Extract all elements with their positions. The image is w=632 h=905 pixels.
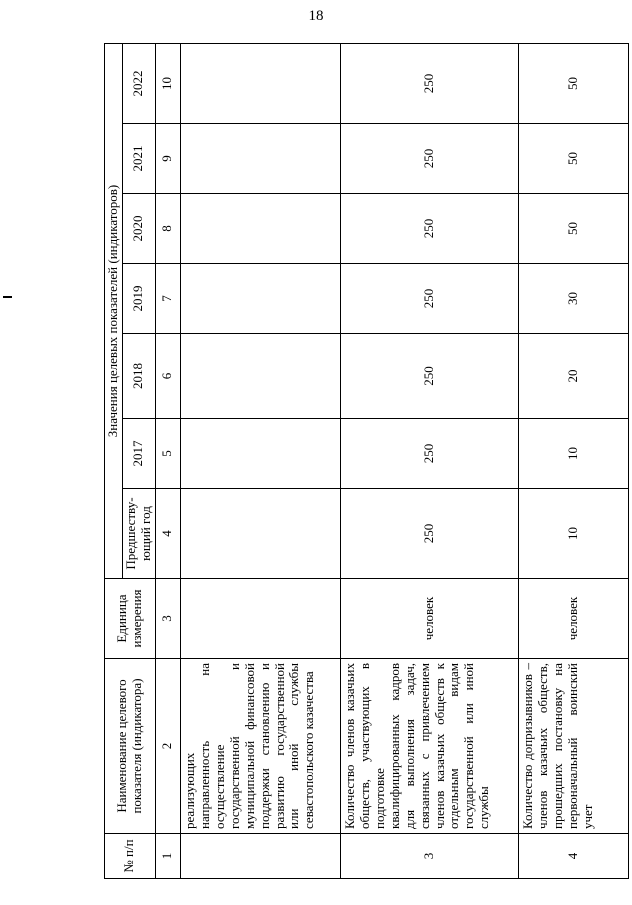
col-number: 6 bbox=[155, 334, 180, 419]
cell-unit bbox=[180, 579, 340, 659]
rotated-table-inner bbox=[104, 44, 624, 879]
cell-value-2020: 50 bbox=[518, 194, 628, 264]
table-row bbox=[180, 43, 340, 878]
cell-row-no bbox=[180, 834, 340, 879]
col-number: 2 bbox=[155, 659, 180, 834]
cell-value-2022: 250 bbox=[340, 43, 518, 123]
col-number: 7 bbox=[155, 264, 180, 334]
cell-value-prev: 10 bbox=[518, 489, 628, 579]
col-header-values-group: Значения целевых показателей (индикаторов) bbox=[105, 43, 123, 578]
col-header-year-2021: 2021 bbox=[123, 124, 156, 194]
header-row-1 bbox=[105, 43, 123, 878]
cell-value-2018 bbox=[180, 334, 340, 419]
cell-value-prev bbox=[180, 489, 340, 579]
cell-row-no: 4 bbox=[518, 834, 628, 879]
table-row bbox=[518, 43, 628, 878]
cell-value-prev: 250 bbox=[340, 489, 518, 579]
col-number: 3 bbox=[155, 579, 180, 659]
cell-value-2019: 30 bbox=[518, 264, 628, 334]
col-header-no: № п/п bbox=[105, 834, 156, 879]
cell-value-2019 bbox=[180, 264, 340, 334]
col-header-prev-year: Предшеству-ющий год bbox=[123, 489, 156, 579]
cell-indicator-name: Количество членов казачьих обществ, участвующих в подготовке квалифицированных кадров для выполнения задач, связанных с привлечением членов казачьих обществ к отдельным видам государственной или иной службы bbox=[340, 659, 518, 834]
cell-value-2017: 10 bbox=[518, 419, 628, 489]
rotated-table-area bbox=[104, 44, 624, 879]
cell-value-2017: 250 bbox=[340, 419, 518, 489]
col-header-year-2022: 2022 bbox=[123, 43, 156, 123]
cell-unit: человек bbox=[518, 579, 628, 659]
cell-value-2018: 20 bbox=[518, 334, 628, 419]
col-header-name: Наименование целевого показателя (индикатора) bbox=[105, 659, 156, 834]
cell-indicator-name: Количество допризывников – членов казачьих обществ, прошедших постановку на первоначальный воинский учет bbox=[518, 659, 628, 834]
indicators-table bbox=[104, 43, 629, 879]
col-header-unit: Единица измерения bbox=[105, 579, 156, 659]
cell-value-2021: 50 bbox=[518, 124, 628, 194]
col-number: 1 bbox=[155, 834, 180, 879]
cell-unit: человек bbox=[340, 579, 518, 659]
cell-value-2021: 250 bbox=[340, 124, 518, 194]
col-number: 8 bbox=[155, 194, 180, 264]
scan-edge-mark bbox=[3, 296, 12, 298]
cell-value-2019: 250 bbox=[340, 264, 518, 334]
cell-value-2021 bbox=[180, 124, 340, 194]
col-header-year-2019: 2019 bbox=[123, 264, 156, 334]
cell-row-no: 3 bbox=[340, 834, 518, 879]
cell-indicator-name: реализующих направленность на осуществление государственной и муниципальной финансовой поддержки становлению и развитию государственной или иной службы севастопольского казачества bbox=[180, 659, 340, 834]
col-header-year-2018: 2018 bbox=[123, 334, 156, 419]
cell-value-2018: 250 bbox=[340, 334, 518, 419]
col-number: 4 bbox=[155, 489, 180, 579]
cell-value-2022: 50 bbox=[518, 43, 628, 123]
page-number: 18 bbox=[308, 8, 324, 24]
col-header-year-2020: 2020 bbox=[123, 194, 156, 264]
column-numbering-row bbox=[155, 43, 180, 878]
cell-value-2020 bbox=[180, 194, 340, 264]
col-number: 10 bbox=[155, 43, 180, 123]
col-number: 5 bbox=[155, 419, 180, 489]
cell-value-2022 bbox=[180, 43, 340, 123]
cell-value-2017 bbox=[180, 419, 340, 489]
col-number: 9 bbox=[155, 124, 180, 194]
table-row bbox=[340, 43, 518, 878]
col-header-year-2017: 2017 bbox=[123, 419, 156, 489]
cell-value-2020: 250 bbox=[340, 194, 518, 264]
